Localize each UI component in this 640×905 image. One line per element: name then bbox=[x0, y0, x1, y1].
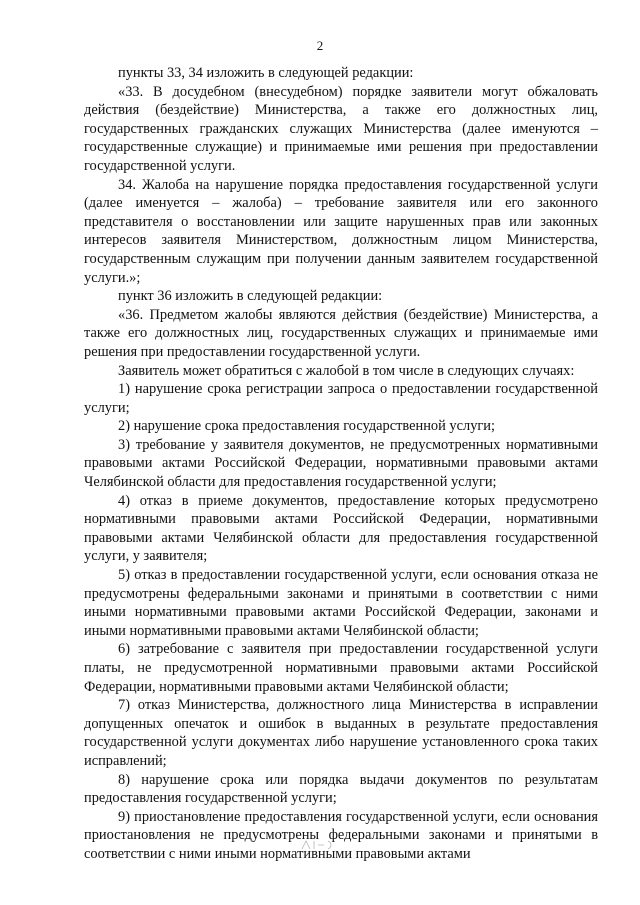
paragraph: 34. Жалоба на нарушение порядка предоставления государственной услуги (далее именуется – жалоба) – требование заявителя или его законного представителя о восстановлении или защите нарушенных прав или законных интересов заявителя Министерством, должностным лицом Министерства, государственным служащим при получении данным заявителем государственной услуги.»; bbox=[84, 176, 598, 286]
paragraph: «33. В досудебном (внесудебном) порядке заявители могут обжаловать действия (бездействие) Министерства, а также его должностных лиц, государственных гражданских служащих Министерства (далее именуются – государственные служащие) и принимаемые ими решения при предоставлении государственной услуги. bbox=[84, 83, 598, 174]
paragraph: 9) приостановление предоставления государственной услуги, если основания приостановления не предусмотрены федеральными законами и принятыми в соответствии с ними иными нормативными правовыми актами bbox=[84, 808, 598, 862]
paragraph: 8) нарушение срока или порядка выдачи документов по результатам предоставления государственной услуги; bbox=[84, 771, 598, 807]
paragraph: 1) нарушение срока регистрации запроса о предоставлении государственной услуги; bbox=[84, 381, 598, 416]
paragraph: 7) отказ Министерства, должностного лица Министерства в исправлении допущенных опечаток и ошибок в выданных в результате предоставления государственной услуги документах либо нарушение установленного срока таких исправлений; bbox=[84, 697, 598, 769]
page-number: 2 bbox=[316, 38, 324, 53]
scan-mark-icon bbox=[298, 835, 338, 855]
paragraph: 5) отказ в предоставлении государственной услуги, если основания отказа не предусмотрены федеральными законами и принятыми в соответствии с ними иными нормативными правовыми актами Российской Федерации, законами и иными нормативными правовыми актами Челябинской области; bbox=[84, 567, 598, 639]
paragraph: «36. Предметом жалобы являются действия (бездействие) Министерства, а также его должностных лиц, государственных служащих и принимаемые ими решения при предоставлении государственной услуги. bbox=[84, 306, 598, 360]
paragraph: пункт 36 изложить в следующей редакции: bbox=[118, 288, 383, 305]
paragraph: 2) нарушение срока предоставления государственной услуги; bbox=[118, 418, 495, 435]
document-body bbox=[84, 64, 598, 864]
paragraph: 4) отказ в приеме документов, предоставление которых предусмотрено нормативными правовыми актами Российской Федерации, нормативными правовыми актами Челябинской области для предоставления государственной услуги, у заявителя; bbox=[84, 492, 598, 565]
paragraph: пункты 33, 34 изложить в следующей редакции: bbox=[118, 65, 414, 81]
paragraph: 3) требование у заявителя документов, не предусмотренных нормативными правовыми актами Российской Федерации, нормативными правовыми актами Челябинской области для предоставления государственной услуги; bbox=[84, 436, 598, 491]
paragraph: 6) затребование с заявителя при предоставлении государственной услуги платы, не предусмотренной нормативными правовыми актами Российской Федерации, нормативными правовыми актами Челябинской области; bbox=[84, 641, 598, 695]
paragraph: Заявитель может обратиться с жалобой в том числе в следующих случаях: bbox=[118, 362, 575, 379]
